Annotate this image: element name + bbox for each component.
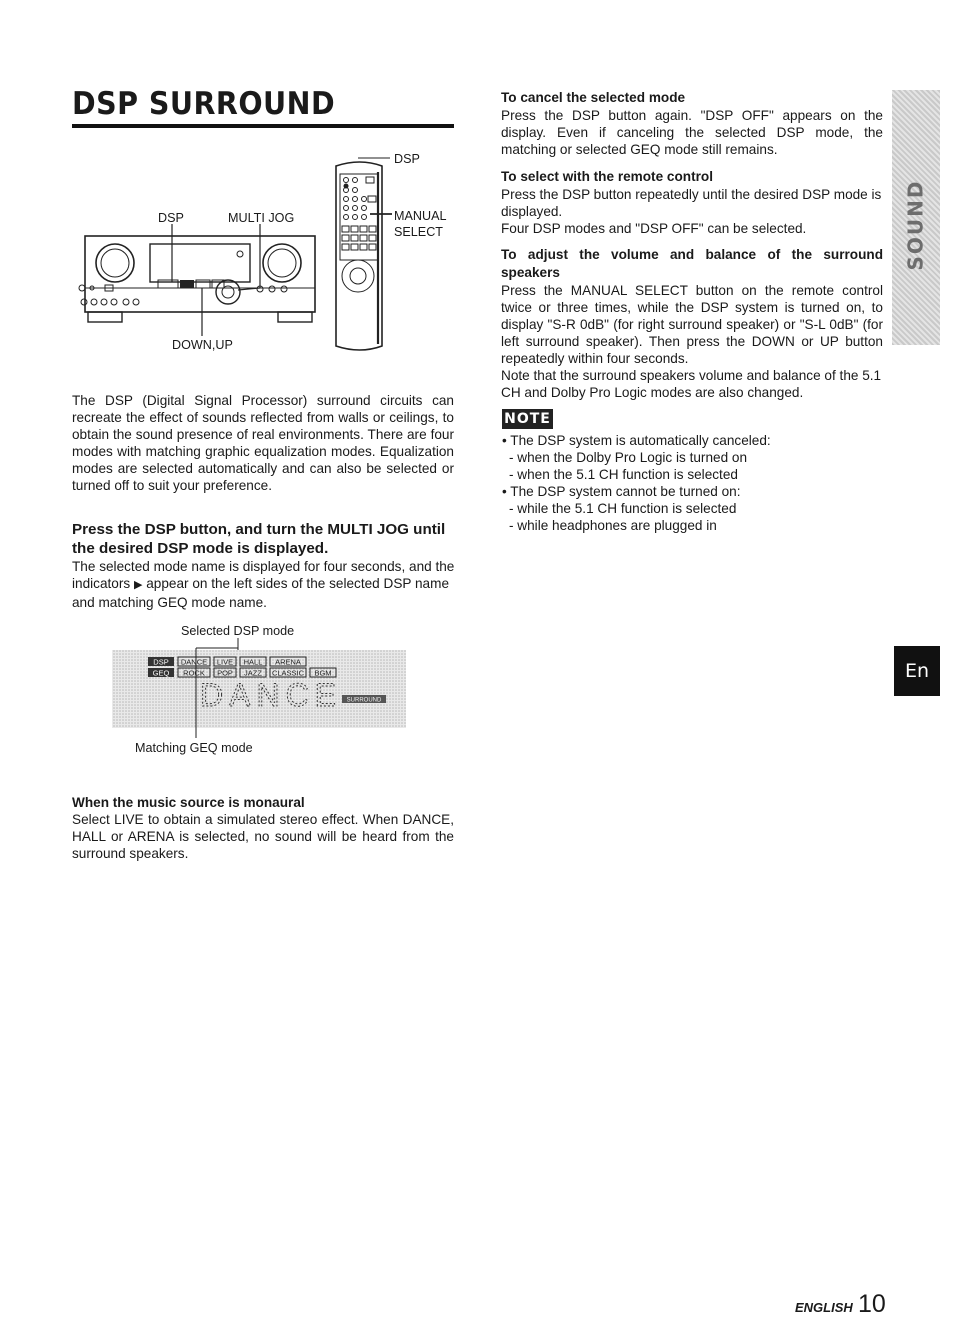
- page-number: 10: [858, 1290, 886, 1318]
- note-item: • The DSP system cannot be turned on:: [502, 484, 741, 499]
- remote-body: [501, 186, 885, 237]
- cancel-heading: To cancel the selected mode: [501, 90, 686, 105]
- intro-paragraph: The DSP (Digital Signal Processor) surround circuits can recreate the effect of sounds reflected from walls or ceilings, to obtain the sound presence of real environments. There are four modes with matching graphic equalization modes. Equalization modes are selected automatically and can also be selected or turned off to suit your preference.: [72, 393, 454, 493]
- label-dsp-remote: DSP: [394, 152, 420, 166]
- step-heading: [72, 520, 458, 558]
- adjust-body: [501, 282, 883, 401]
- indicator-arrow-icon: ▶: [133, 579, 143, 591]
- geq-rock: ROCK: [183, 668, 205, 678]
- cancel-body: Press the DSP button again. "DSP OFF" appears on the display. Even if canceling the selected DSP mode, the matching or selected GEQ mode still remains.: [501, 108, 883, 157]
- geq-bgm: BGM: [314, 668, 332, 678]
- mode-hall: HALL: [243, 657, 263, 667]
- note-item: - when the 5.1 CH function is selected: [509, 467, 738, 482]
- note-item: - while headphones are plugged in: [509, 518, 717, 533]
- label-select: SELECT: [394, 225, 443, 239]
- segment-display-text: DANCE: [200, 677, 343, 713]
- display-panel-illustration: [110, 638, 410, 742]
- monaural-body: Select LIVE to obtain a simulated stereo effect. When DANCE, HALL or ARENA is selected, no sound will be heard from the surround speakers.: [72, 812, 454, 861]
- row2-tag: GEQ: [152, 668, 170, 678]
- step-heading-line2: the desired DSP mode is displayed.: [72, 540, 329, 557]
- footer-language: ENGLISH: [795, 1300, 853, 1315]
- geq-pop: POP: [217, 668, 233, 678]
- language-tab: En: [894, 646, 940, 696]
- sound-side-tab-label: [895, 170, 935, 280]
- label-multi-jog: MULTI JOG: [228, 211, 295, 225]
- label-dsp-button: DSP: [158, 211, 184, 225]
- receiver-remote-illustration: [70, 138, 460, 358]
- step-heading-line1: Press the DSP button, and turn the MULTI JOG until: [72, 521, 446, 538]
- adjust-body-1: Press the MANUAL SELECT button on the remote control twice or three times, while the DSP system is turned on, to display "S-R 0dB" (for right surround speaker) or "S-L 0dB" (for left surround speaker). Then press the DOWN or UP button repeatedly within four seconds.: [501, 283, 883, 366]
- row1-tag: DSP: [153, 657, 169, 667]
- note-badge: NOTE: [502, 409, 553, 429]
- label-matching-geq-mode: Matching GEQ mode: [135, 741, 253, 755]
- geq-jazz: JAZZ: [244, 668, 262, 678]
- mode-arena: ARENA: [275, 657, 301, 667]
- note-item: - while the 5.1 CH function is selected: [509, 501, 737, 516]
- remote-body-2: Four DSP modes and "DSP OFF" can be selected.: [501, 221, 807, 236]
- page-title: DSP SURROUND: [72, 86, 336, 122]
- geq-classic: CLASSIC: [271, 668, 305, 678]
- surround-indicator: SURROUND: [346, 697, 382, 704]
- remote-heading: To select with the remote control: [501, 169, 713, 184]
- title-rule: [72, 124, 454, 128]
- step-body-after: appear on the left sides of the selected DSP name and matching GEQ mode name.: [72, 576, 449, 610]
- label-down-up: DOWN,UP: [172, 338, 233, 352]
- sound-tab-text: SOUND: [903, 179, 927, 271]
- note-list: [502, 432, 882, 534]
- monaural-heading: When the music source is monaural: [72, 795, 305, 810]
- label-selected-dsp-mode: Selected DSP mode: [181, 624, 295, 638]
- note-item: • The DSP system is automatically canceled:: [502, 433, 771, 448]
- remote-body-1: Press the DSP button repeatedly until the desired DSP mode is displayed.: [501, 187, 882, 219]
- adjust-heading: To adjust the volume and balance of the surround speakers: [501, 247, 883, 280]
- note-item: - when the Dolby Pro Logic is turned on: [509, 450, 748, 465]
- label-manual: MANUAL: [394, 209, 447, 223]
- mode-dance: DANCE: [180, 657, 208, 667]
- step-body-before: The selected mode name is displayed for four seconds, and the indicators: [72, 559, 455, 591]
- mode-live: LIVE: [216, 657, 234, 667]
- adjust-body-2: Note that the surround speakers volume and balance of the 5.1 CH and Dolby Pro Logic modes are also changed.: [501, 368, 882, 400]
- step-body: [72, 558, 456, 611]
